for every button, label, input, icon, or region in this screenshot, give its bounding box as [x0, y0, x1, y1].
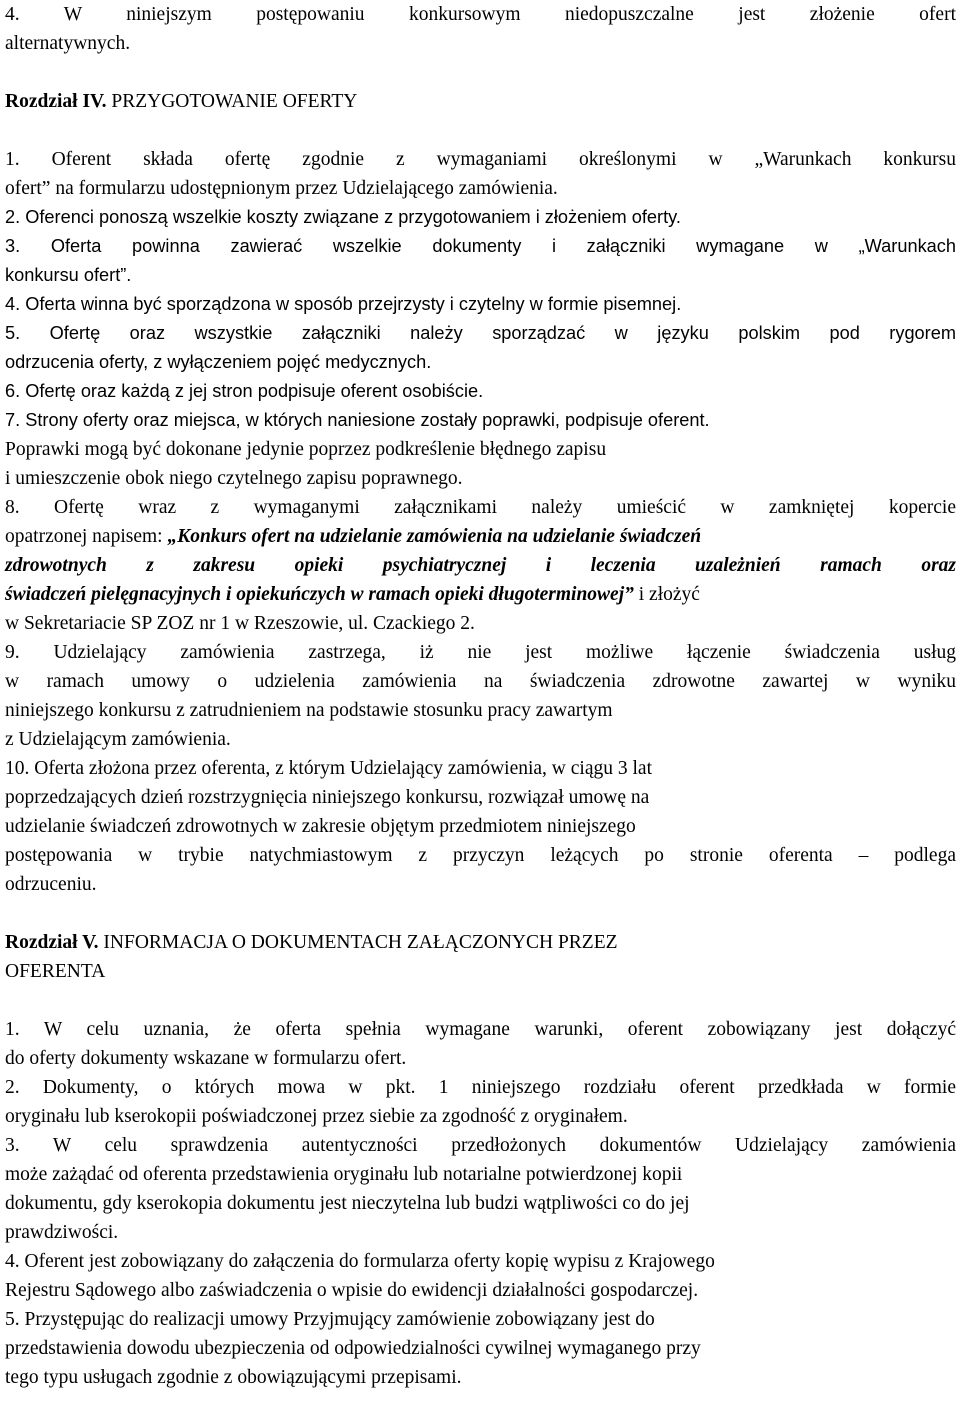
chapter-5-heading-line-2: OFERENTA [5, 961, 106, 982]
spacer [5, 116, 956, 145]
ch4-item-10-line-2: poprzedzających dzień rozstrzygnięcia niniejszego konkursu, rozwiązał umowę na [5, 787, 650, 808]
ch4-item-9-line-3: niniejszego konkursu z zatrudnieniem na podstawie stosunku pracy zawartym [5, 700, 613, 721]
ch4-item-8-line-3: zdrowotnych z zakresu opieki psychiatrycznej i leczenia uzależnień ramach oraz [5, 555, 956, 576]
intro-paragraph [5, 0, 956, 58]
ch4-item-9-line-4: z Udzielającym zamówienia. [5, 729, 231, 750]
ch5-item-3-line-1: 3. W celu sprawdzenia autentyczności przedłożonych dokumentów Udzielający zamówienia [5, 1135, 956, 1156]
ch5-item-2-line-1: 2. Dokumenty, o których mowa w pkt. 1 niniejszego rozdziału oferent przedkłada w formie [5, 1077, 956, 1098]
ch4-item-10-line-1: 10. Oferta złożona przez oferenta, z którym Udzielający zamówienia, w ciągu 3 lat [5, 758, 652, 779]
ch4-item-6: 6. Ofertę oraz każdą z jej stron podpisuje oferent osobiście. [5, 381, 484, 401]
ch4-item-5-line-1: 5. Ofertę oraz wszystkie załączniki należy sporządzać w języku polskim pod rygorem [5, 323, 956, 343]
ch4-item-8-line-1: 8. Ofertę wraz z wymaganymi załącznikami należy umieścić w zamkniętej kopercie [5, 497, 956, 518]
ch4-item-9-line-2: w ramach umowy o udzielenia zamówienia na świadczenia zdrowotne zawartej w wyniku [5, 671, 956, 692]
ch4-item-10-line-5: odrzuceniu. [5, 874, 97, 895]
ch5-item-5-line-2: przedstawienia dowodu ubezpieczenia od odpowiedzialności cywilnej wymaganego przy [5, 1338, 701, 1359]
ch4-item-8-line-4-plain: i złożyć [633, 584, 700, 605]
spacer [5, 986, 956, 1015]
chapter-4 [5, 87, 956, 899]
ch4-item-1-line-2: ofert” na formularzu udostępnionym przez Udzielającego zamówienia. [5, 178, 558, 199]
chapter-4-heading [5, 87, 956, 116]
chapter-5-heading-line-1 [5, 928, 956, 957]
ch5-item-1-line-1: 1. W celu uznania, że oferta spełnia wymagane warunki, oferent zobowiązany jest dołączyć [5, 1019, 956, 1040]
ch4-item-5-line-2: odrzucenia oferty, z wyłączeniem pojęć medycznych. [5, 352, 432, 372]
chapter-5-heading-prefix: Rozdział V. [5, 932, 99, 953]
ch4-item-8-line-4 [5, 580, 956, 609]
ch5-item-4-line-1: 4. Oferent jest zobowiązany do załączenia do formularza oferty kopię wypisu z Krajowego [5, 1251, 715, 1272]
chapter-5 [5, 928, 956, 1392]
ch4-item-8-line-4-bold: świadczeń pielęgnacyjnych i opiekuńczych w ramach opieki długoterminowej” [5, 584, 634, 605]
ch4-item-10-line-3: udzielanie świadczeń zdrowotnych w zakresie objętym przedmiotem niniejszego [5, 816, 636, 837]
ch5-item-1-line-2: do oferty dokumenty wskazane w formularzu ofert. [5, 1048, 407, 1069]
ch4-item-9-line-1: 9. Udzielający zamówienia zastrzega, iż nie jest możliwe łączenie świadczenia usług [5, 642, 956, 663]
ch4-item-2: 2. Oferenci ponoszą wszelkie koszty związane z przygotowaniem i złożeniem oferty. [5, 207, 681, 227]
spacer [5, 899, 956, 928]
ch4-item-8-line-2 [5, 522, 956, 551]
ch5-item-4-line-2: Rejestru Sądowego albo zaświadczenia o wpisie do ewidencji działalności gospodarczej. [5, 1280, 699, 1301]
chapter-4-heading-prefix: Rozdział IV. [5, 91, 107, 112]
intro-line-1: 4. W niniejszym postępowaniu konkursowym niedopuszczalne jest złożenie ofert [5, 4, 956, 25]
ch4-item-7-line-2: Poprawki mogą być dokonane jedynie poprzez podkreślenie błędnego zapisu [5, 439, 607, 460]
ch5-item-5-line-1: 5. Przystępując do realizacji umowy Przyjmujący zamówienie zobowiązany jest do [5, 1309, 655, 1330]
ch4-item-7-line-1: 7. Strony oferty oraz miejsca, w których naniesione zostały poprawki, podpisuje oferent. [5, 410, 710, 430]
ch4-item-4: 4. Oferta winna być sporządzona w sposób przejrzysty i czytelny w formie pisemnej. [5, 294, 682, 314]
chapter-4-heading-title: PRZYGOTOWANIE OFERTY [111, 91, 358, 112]
ch5-item-3-line-3: dokumentu, gdy kserokopia dokumentu jest nieczytelna lub budzi wątpliwości co do jej [5, 1193, 690, 1214]
chapter-5-heading-title-1: INFORMACJA O DOKUMENTACH ZAŁĄCZONYCH PRZEZ [103, 932, 618, 953]
ch4-item-1-line-1: 1. Oferent składa ofertę zgodnie z wymaganiami określonymi w „Warunkach konkursu [5, 149, 956, 170]
ch5-item-2-line-2: oryginału lub kserokopii poświadczonej przez siebie za zgodność z oryginałem. [5, 1106, 628, 1127]
ch5-item-3-line-2: może zażądać od oferenta przedstawienia oryginału lub notarialne potwierdzonej kopii [5, 1164, 683, 1185]
ch4-item-8-line-2-bold: „Konkurs ofert na udzielanie zamówienia na udzielanie świadczeń [167, 526, 702, 547]
ch4-item-3-line-2: konkursu ofert”. [5, 265, 132, 285]
ch4-item-8-line-5: w Sekretariacie SP ZOZ nr 1 w Rzeszowie, ul. Czackiego 2. [5, 613, 475, 634]
ch5-item-5-line-3: tego typu usługach zgodnie z obowiązującymi przepisami. [5, 1367, 462, 1388]
intro-line-2: alternatywnych. [5, 33, 131, 54]
ch5-item-3-line-4: prawdziwości. [5, 1222, 119, 1243]
ch4-item-3-line-1: 3. Oferta powinna zawierać wszelkie dokumenty i załączniki wymagane w „Warunkach [5, 236, 956, 256]
ch4-item-10-line-4: postępowania w trybie natychmiastowym z przyczyn leżących po stronie oferenta – podlega [5, 845, 956, 866]
ch4-item-7-line-3: i umieszczenie obok niego czytelnego zapisu poprawnego. [5, 468, 463, 489]
spacer [5, 58, 956, 87]
ch4-item-8-line-2-plain: opatrzonej napisem: [5, 526, 168, 547]
